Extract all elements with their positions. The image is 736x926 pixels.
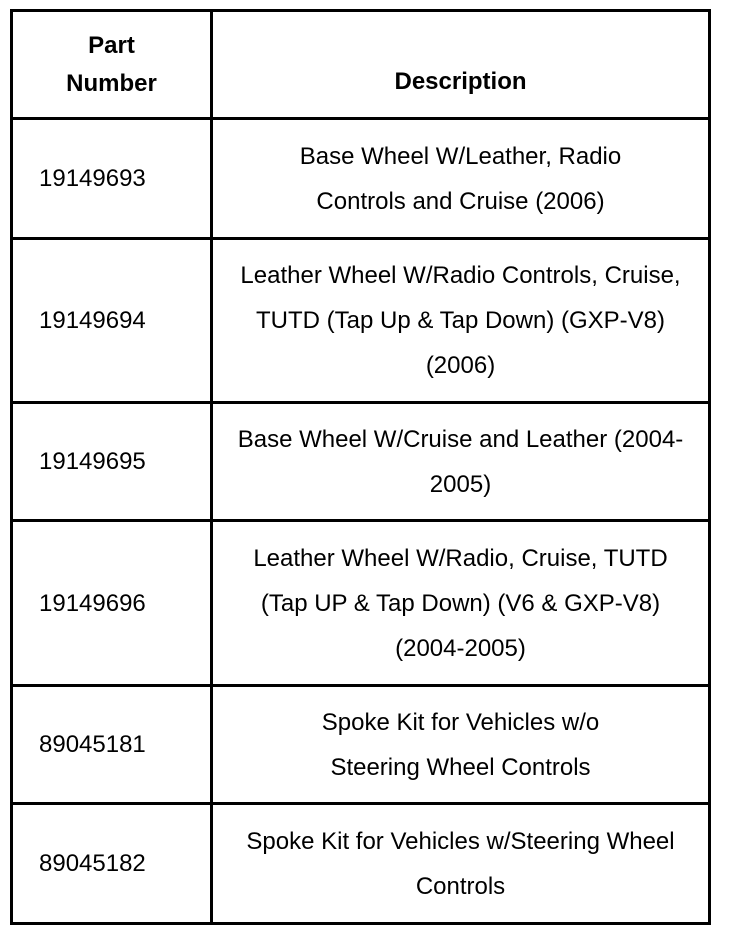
description-cell: Base Wheel W/Cruise and Leather (2004-2005) bbox=[212, 403, 710, 521]
part-number-header-line2: Number bbox=[66, 69, 157, 97]
description-header: Description bbox=[212, 11, 710, 119]
part-number-cell: 19149695 bbox=[12, 403, 212, 521]
part-number-cell: 89045181 bbox=[12, 686, 212, 804]
table-row bbox=[12, 686, 710, 804]
part-number-cell: 19149693 bbox=[12, 119, 212, 239]
table-row bbox=[12, 239, 710, 403]
part-number-header bbox=[12, 11, 212, 119]
description-cell: Spoke Kit for Vehicles w/Steering Wheel Controls bbox=[212, 804, 710, 924]
part-number-cell: 89045182 bbox=[12, 804, 212, 924]
parts-table bbox=[10, 9, 711, 925]
table-row bbox=[12, 119, 710, 239]
table-row bbox=[12, 804, 710, 924]
table-row bbox=[12, 403, 710, 521]
description-cell: Leather Wheel W/Radio Controls, Cruise, TUTD (Tap Up & Tap Down) (GXP-V8) (2006) bbox=[212, 239, 710, 403]
part-number-header-line1: Part bbox=[88, 31, 135, 59]
part-number-cell: 19149696 bbox=[12, 521, 212, 686]
description-cell: Spoke Kit for Vehicles w/o Steering Wheel Controls bbox=[212, 686, 710, 804]
description-cell: Leather Wheel W/Radio, Cruise, TUTD (Tap UP & Tap Down) (V6 & GXP-V8) (2004-2005) bbox=[212, 521, 710, 686]
description-cell: Base Wheel W/Leather, Radio Controls and Cruise (2006) bbox=[212, 119, 710, 239]
part-number-cell: 19149694 bbox=[12, 239, 212, 403]
table-row bbox=[12, 521, 710, 686]
header-row bbox=[12, 11, 710, 119]
